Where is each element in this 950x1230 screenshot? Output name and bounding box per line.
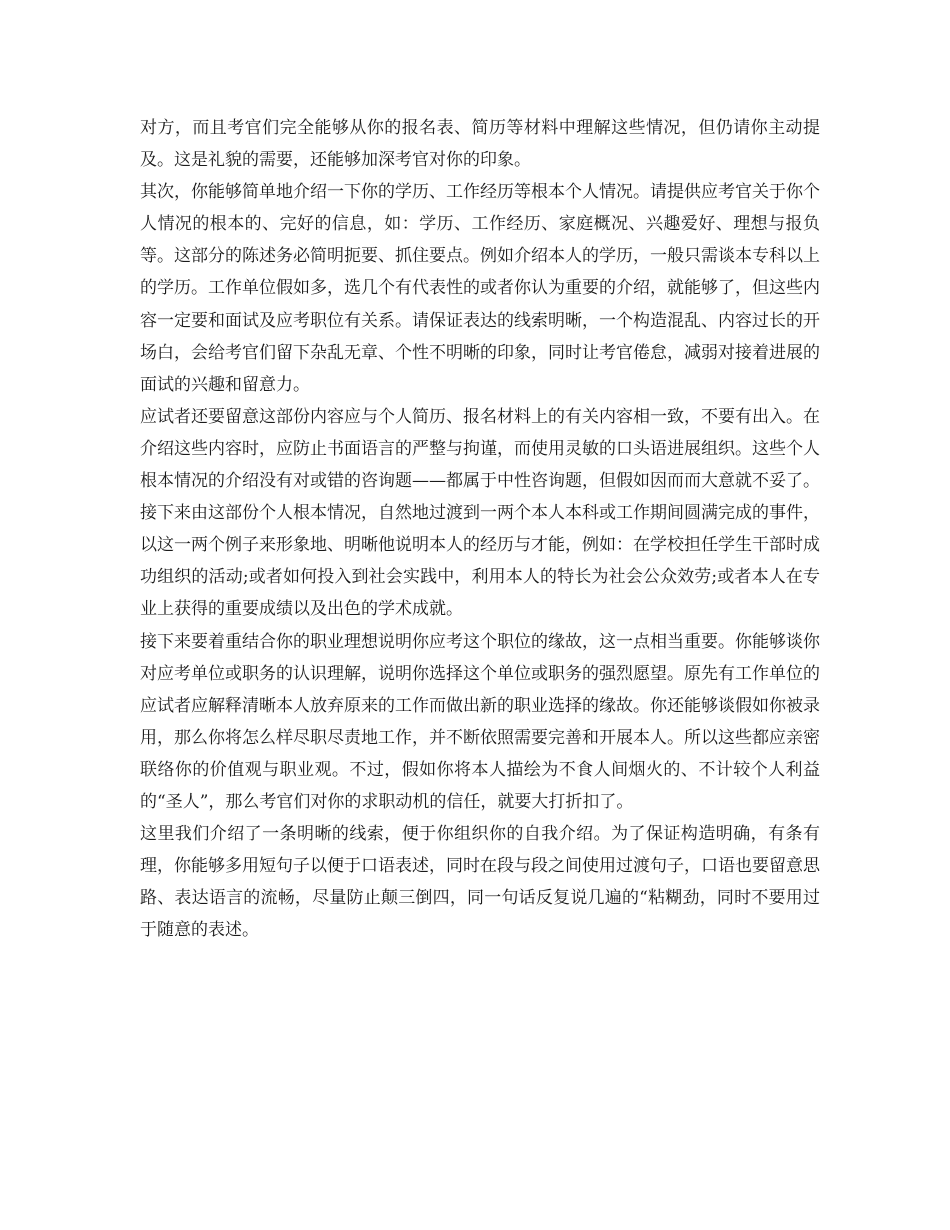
paragraph-1: 对方，而且考官们完全能够从你的报名表、简历等材料中理解这些情况，但仍请你主动提及。这是礼貌的需要，还能够加深考官对你的印象。 xyxy=(140,118,820,171)
paragraph-6: 这里我们介绍了一条明晰的线索，便于你组织你的自我介绍。为了保证构造明确，有条有理，你能够多用短句子以便于口语表述，同时在段与段之间使用过渡句子，口语也要留意思路、表达语言的流畅，尽量防止颠三倒四，同一句话反复说几遍的“粘糊劲，同时不要用过于随意的表述。 xyxy=(140,824,820,941)
paragraph-5: 接下来要着重结合你的职业理想说明你应考这个职位的缘故，这一点相当重要。你能够谈你对应考单位或职务的认识理解，说明你选择这个单位或职务的强烈愿望。原先有工作单位的应试者应解释清晰本人放弃原来的工作而做出新的职业选择的缘故。你还能够谈假如你被录用，那么你将怎么样尽职尽责地工作，并不断依照需要完善和开展本人。所以这些都应亲密联络你的价值观与职业观。不过，假如你将本人描绘为不食人间烟火的、不计较个人利益的“圣人”，那么考官们对你的求职动机的信任，就要大打折扣了。 xyxy=(140,631,820,812)
paragraph-3: 应试者还要留意这部份内容应与个人简历、报名材料上的有关内容相一致，不要有出入。在介绍这些内容时，应防止书面语言的严整与拘谨，而使用灵敏的口头语进展组织。这些个人根本情况的介绍没有对或错的咨询题——都属于中性咨询题，但假如因而而大意就不妥了。 xyxy=(140,406,820,492)
paragraph-2: 其次，你能够简单地介绍一下你的学历、工作经历等根本个人情况。请提供应考官关于你个人情况的根本的、完好的信息，如：学历、工作经历、家庭概况、兴趣爱好、理想与报负等。这部分的陈述务必简明扼要、抓住要点。例如介绍本人的学历，一般只需谈本专科以上的学历。工作单位假如多，选几个有代表性的或者你认为重要的介绍，就能够了，但这些内容一定要和面试及应考职位有关系。请保证表达的线索明晰，一个构造混乱、内容过长的开场白，会给考官们留下杂乱无章、个性不明晰的印象，同时让考官倦怠，减弱对接着进展的面试的兴趣和留意力。 xyxy=(140,182,820,395)
paragraph-4: 接下来由这部份个人根本情况，自然地过渡到一两个本人本科或工作期间圆满完成的事件，以这一两个例子来形象地、明晰他说明本人的经历与才能，例如：在学校担任学生干部时成功组织的活动;或者如何投入到社会实践中，利用本人的特长为社会公众效劳;或者本人在专业上获得的重要成绩以及出色的学术成就。 xyxy=(140,503,820,620)
document-body xyxy=(140,112,820,946)
